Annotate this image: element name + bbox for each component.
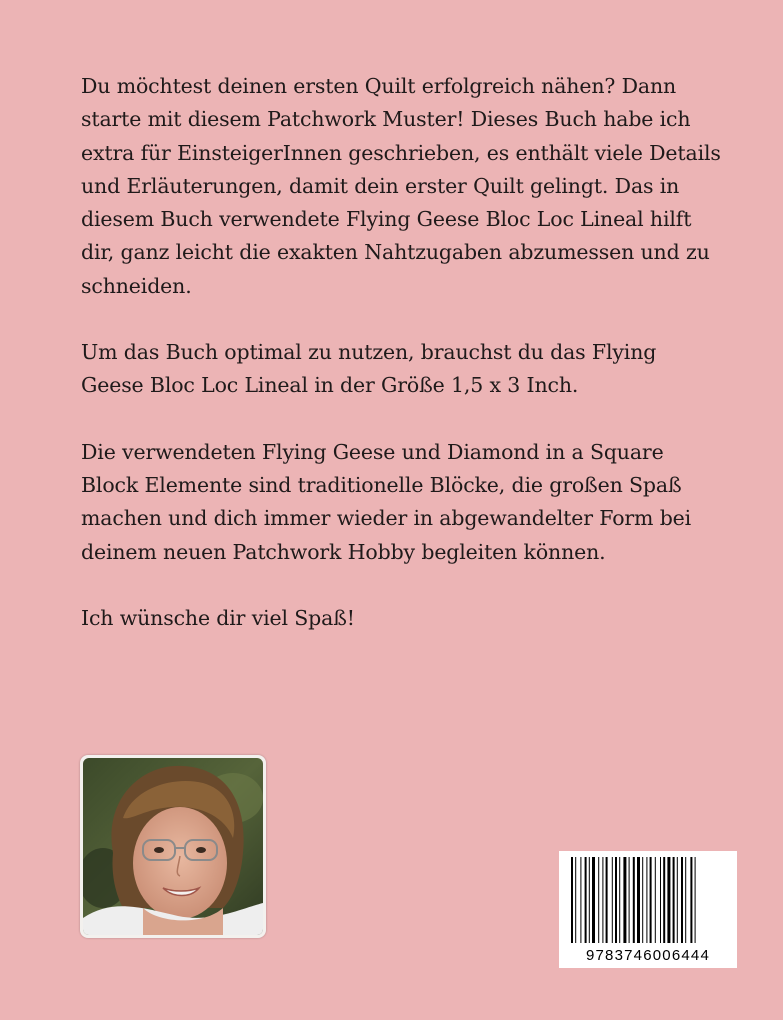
barcode-bar — [633, 857, 635, 943]
barcode-bar — [629, 857, 630, 943]
barcode-bar — [571, 857, 573, 943]
barcode-bar — [642, 857, 643, 943]
barcode-bar — [619, 857, 620, 943]
barcode-bar — [623, 857, 626, 943]
barcode-bar — [598, 857, 599, 943]
barcode-bar — [602, 857, 603, 943]
blurb-paragraph-4: Ich wünsche dir viel Spaß! — [81, 605, 355, 630]
barcode-bar — [685, 857, 686, 943]
barcode-bar — [650, 857, 652, 943]
author-portrait-icon — [83, 758, 263, 935]
barcode-bar — [681, 857, 683, 943]
barcode-bar — [677, 857, 678, 943]
barcode-bar — [612, 857, 613, 943]
barcode-bar — [580, 857, 581, 943]
isbn-number: 9783746006444 — [585, 947, 711, 964]
blurb-paragraph-3: Die verwendeten Flying Geese und Diamond in a Square Block Elemente sind traditionelle Blöcke, die großen Spaß machen und dich immer wieder in abgewandelter Form bei deinem neuen Patchwork Hobby begleiten können. — [81, 439, 692, 564]
barcode-bar — [606, 857, 608, 943]
barcode-bar — [592, 857, 595, 943]
isbn-barcode — [559, 851, 737, 968]
blurb-paragraph-1: Du möchtest deinen ersten Quilt erfolgreich nähen? Dann starte mit diesem Patchwork Muster! Dieses Buch habe ich extra für EinsteigerInnen geschrieben, es enthält viele Details und Erläuterungen, damit dein erster Quilt gelingt. Das in diesem Buch verwendete Flying Geese Bloc Loc Lineal hilft dir, ganz leicht die exakten Nahtzugaben abzumessen und zu schneiden. — [81, 74, 721, 298]
barcode-bar — [695, 857, 696, 943]
author-photo — [80, 755, 266, 938]
blurb-paragraph-2: Um das Buch optimal zu nutzen, brauchst du das Flying Geese Bloc Loc Lineal in der Größe 1,5 x 3 Inch. — [81, 340, 657, 398]
barcode-bar — [637, 857, 640, 943]
barcode-bar — [660, 857, 661, 943]
barcode-bar — [646, 857, 647, 943]
barcode-bar — [585, 857, 587, 943]
barcode-bar — [690, 857, 692, 943]
barcode-bar — [667, 857, 670, 943]
barcode-bar — [655, 857, 656, 943]
barcode-bar — [575, 857, 576, 943]
barcode-bar — [615, 857, 617, 943]
barcode-bar — [663, 857, 665, 943]
barcode-bar — [673, 857, 675, 943]
blurb-text — [81, 70, 721, 668]
barcode-bar — [589, 857, 590, 943]
